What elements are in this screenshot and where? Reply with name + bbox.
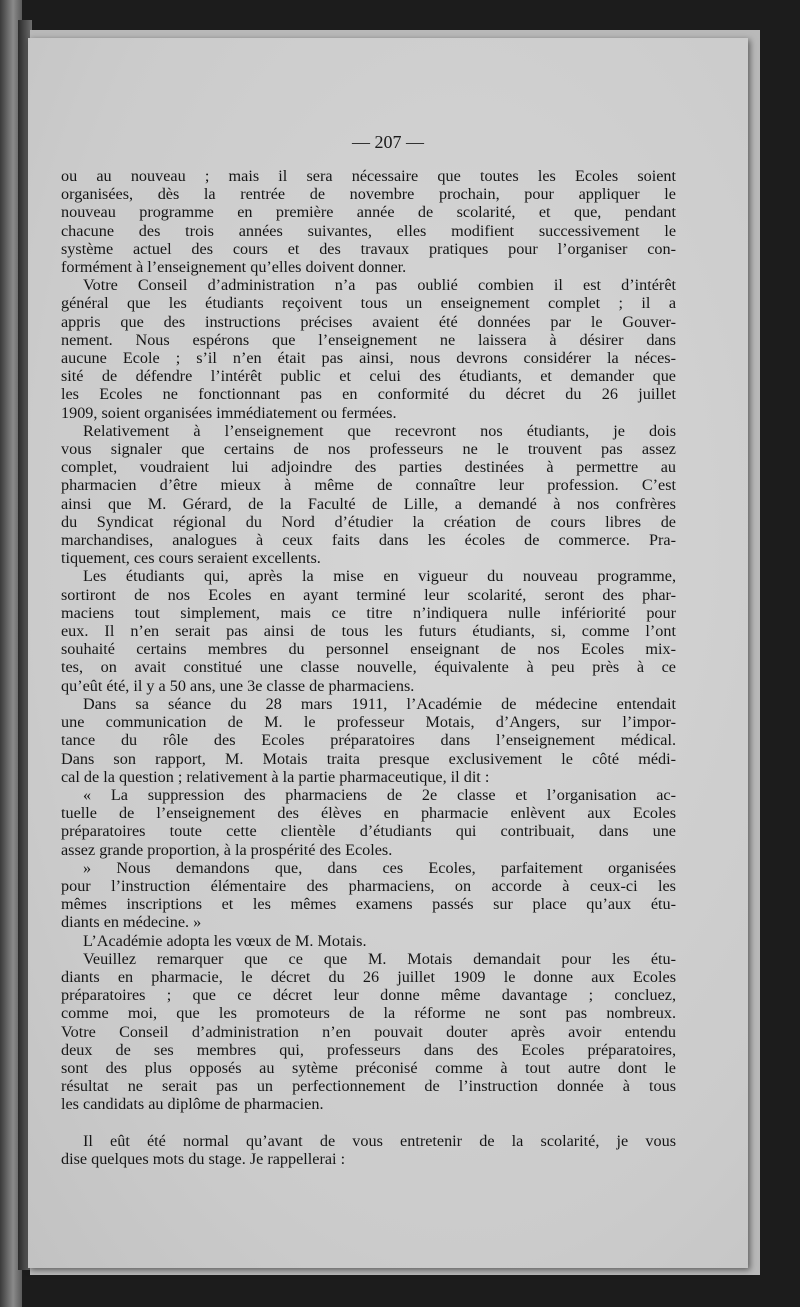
text-line: marchandises, analogues à ceux faits dans les écoles de commerce. Pra-: [61, 531, 676, 550]
text-line: Votre Conseil d’administration n’en pouvait douter après avoir entendu: [61, 1022, 676, 1041]
page-number: — 207 —: [352, 132, 424, 152]
text-line: ainsi que M. Gérard, de la Faculté de Lille, a demandé à nos confrères: [61, 494, 676, 513]
text-line: qu’eût été, il y a 50 ans, une 3e classe de pharmaciens.: [61, 676, 415, 695]
text-line: sortiront de nos Ecoles en ayant terminé leur scolarité, seront des phar-: [61, 585, 676, 604]
text-line: général que les étudiants reçoivent tous un enseignement complet ; il a: [61, 294, 676, 313]
text-line: deux de ses membres qui, professeurs dans des Ecoles préparatoires,: [61, 1040, 676, 1059]
text-line: ou au nouveau ; mais il sera nécessaire que toutes les Ecoles soient: [61, 167, 676, 185]
text-line: maciens tout simplement, mais ce titre n’indiquera nulle infériorité pour: [61, 603, 676, 622]
text-line: chacune des trois années suivantes, elles modifient successivement le: [61, 221, 676, 240]
text-line: Veuillez remarquer que ce que M. Motais demandait pour les étu-: [83, 949, 676, 968]
text-line: Dans son rapport, M. Motais traita presque exclusivement le côté médi-: [61, 749, 676, 768]
text-line: résultat ne serait pas un perfectionnement de l’instruction donnée à tous: [61, 1077, 676, 1096]
text-line: sont des plus opposés au sytème préconisé comme à tout autre dont le: [61, 1058, 676, 1077]
text-line: complet, voudraient lui adjoindre des parties destinées à permettre au: [61, 458, 676, 477]
text-line: 1909, soient organisées immédiatement ou fermées.: [61, 403, 397, 422]
text-line: organisées, dès la rentrée de novembre prochain, pour appliquer le: [61, 185, 676, 204]
text-line: diants en pharmacie, le décret du 26 juillet 1909 le donne aux Ecoles: [61, 967, 676, 986]
text-line: Dans sa séance du 28 mars 1911, l’Académie de médecine entendait: [83, 694, 676, 713]
text-line: L’Académie adopta les vœux de M. Motais.: [83, 931, 367, 950]
text-line: pharmacien d’être mieux à même de connaître leur profession. C’est: [61, 476, 676, 495]
text-line: diants en médecine. »: [61, 913, 202, 932]
text-line: Les étudiants qui, après la mise en vigueur du nouveau programme,: [83, 567, 676, 586]
paragraph-gap: [61, 1114, 676, 1132]
text-line: tance du rôle des Ecoles préparatoires dans l’enseignement médical.: [61, 731, 676, 750]
text-line: du Syndicat régional du Nord d’étudier la création de cours libres de: [61, 512, 676, 531]
text-line: aucune Ecole ; s’il n’en était pas ainsi, nous devrons considérer la néces-: [61, 349, 676, 368]
document-page: [28, 38, 748, 1268]
text-line: une communication de M. le professeur Motais, d’Angers, sur l’impor-: [61, 713, 676, 732]
text-line: « La suppression des pharmaciens de 2e classe et l’organisation ac-: [83, 785, 676, 804]
text-line: eux. Il n’en serait pas ainsi de tous les futurs étudiants, si, comme l’ont: [61, 622, 676, 641]
text-line: tiquement, ces cours seraient excellents.: [61, 549, 321, 568]
text-line: préparatoires ; que ce décret leur donne même davantage ; concluez,: [61, 986, 676, 1005]
text-line: tes, on avait constitué une classe nouvelle, équivalente à peu près à ce: [61, 658, 676, 677]
text-line: sité de défendre l’intérêt public et celui des étudiants, et demander que: [61, 367, 676, 386]
text-line: cal de la question ; relativement à la partie pharmaceutique, il dit :: [61, 767, 490, 786]
text-line: appris que des instructions précises avaient été données par le Gouver-: [61, 312, 676, 331]
text-line: tuelle de l’enseignement des élèves en pharmacie enlèvent aux Ecoles: [61, 804, 676, 823]
text-line: Relativement à l’enseignement que recevront nos étudiants, je dois: [83, 421, 676, 440]
text-line: pour l’instruction élémentaire des pharmaciens, on accorde à ceux-ci les: [61, 876, 676, 895]
text-line: Votre Conseil d’administration n’a pas oublié combien il est d’intérêt: [83, 276, 676, 295]
text-line: assez grande proportion, à la prospérité des Ecoles.: [61, 840, 393, 859]
text-line: les Ecoles ne fonctionnant pas en conformité du décret du 26 juillet: [61, 385, 676, 404]
text-line: nement. Nous espérons que l’enseignement ne laissera à désirer dans: [61, 330, 676, 349]
text-line: Il eût été normal qu’avant de vous entretenir de la scolarité, je vous: [83, 1131, 676, 1150]
text-line: » Nous demandons que, dans ces Ecoles, parfaitement organisées: [83, 858, 676, 877]
text-line: nouveau programme en première année de scolarité, et que, pendant: [61, 203, 676, 222]
text-line: mêmes inscriptions et les mêmes examens passés sur place qu’aux étu-: [61, 895, 676, 914]
text-line: souhaité certains membres du personnel enseignant de nos Ecoles mix-: [61, 640, 676, 659]
body-text: [61, 167, 676, 1168]
text-line: dise quelques mots du stage. Je rappellerai :: [61, 1149, 346, 1168]
text-line: comme moi, que les promoteurs de la réforme ne sont pas nombreux.: [61, 1004, 676, 1023]
text-line: vous signaler que certains de nos professeurs ne le trouvent pas assez: [61, 440, 676, 459]
text-line: préparatoires toute cette clientèle d’étudiants qui contribuait, dans une: [61, 822, 676, 841]
text-line: formément à l’enseignement qu’elles doivent donner.: [61, 258, 407, 277]
text-line: système actuel des cours et des travaux pratiques pour l’organiser con-: [61, 239, 676, 258]
text-line: les candidats au diplôme de pharmacien.: [61, 1095, 324, 1114]
